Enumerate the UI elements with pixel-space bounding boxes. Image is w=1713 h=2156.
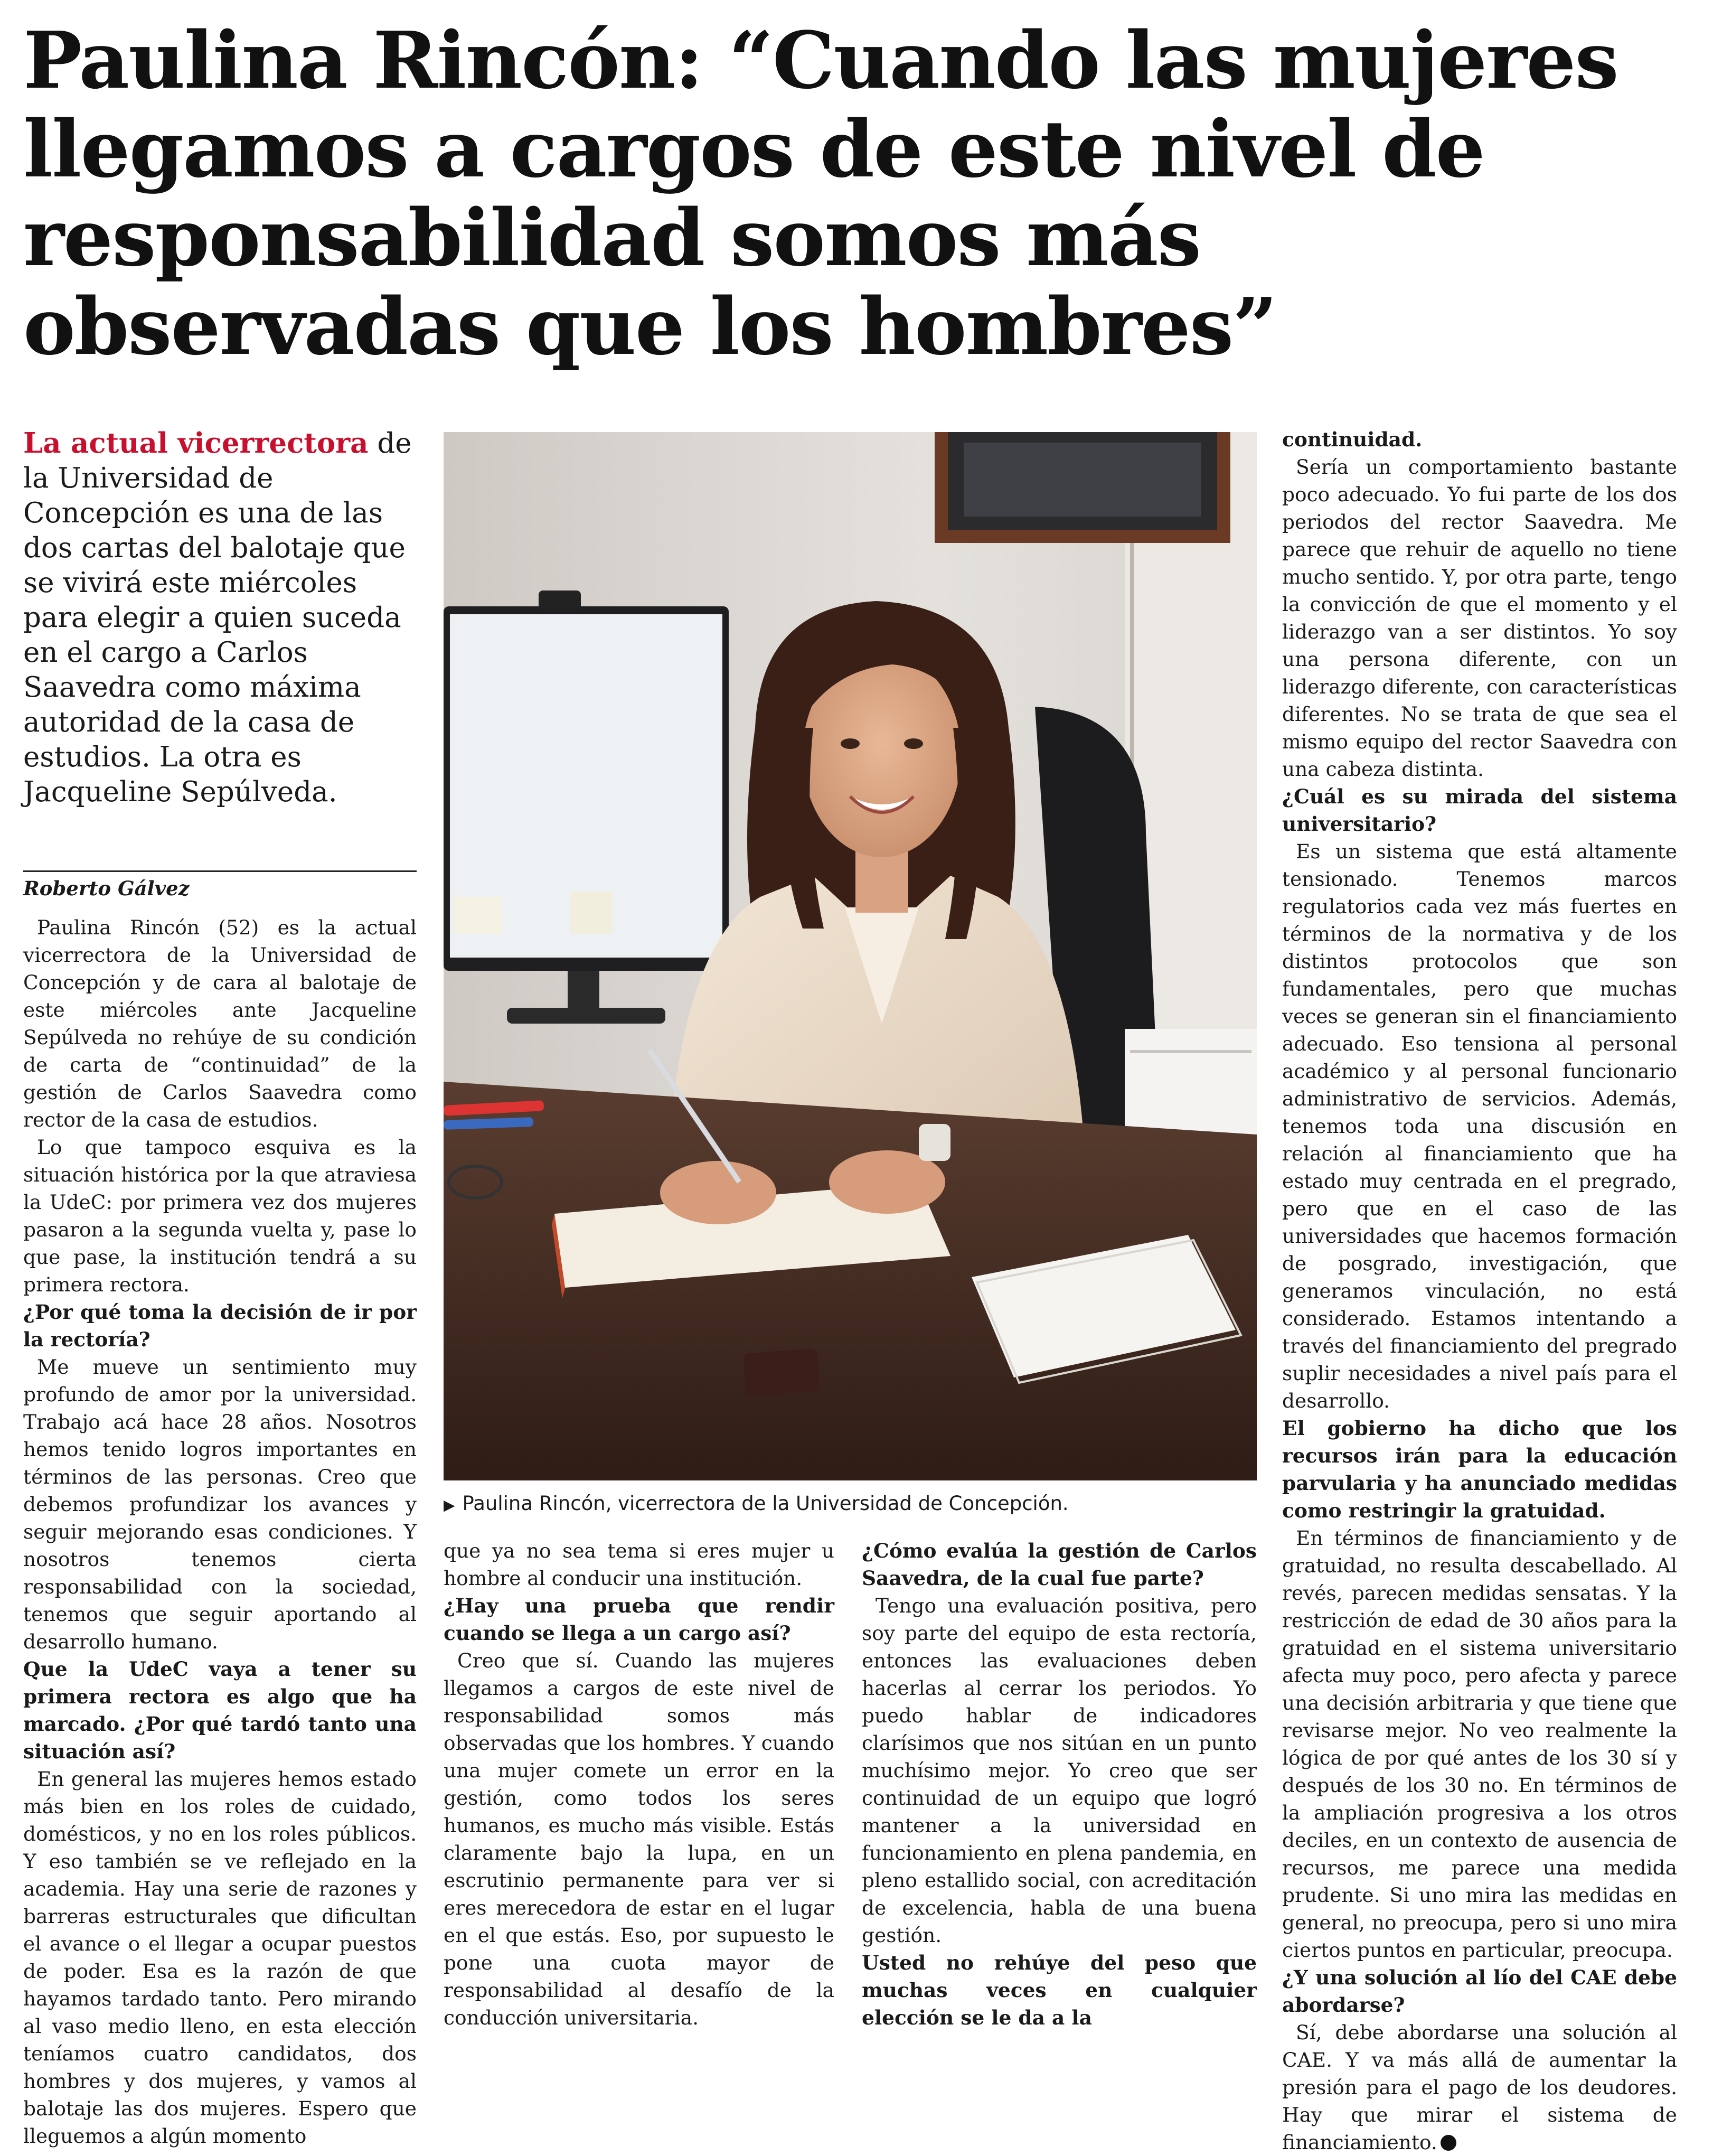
paragraph: Paulina Rincón (52) es la actual vicerrectora de la Universidad de Concepción y de cara al balotaje de este miércoles ante Jacqueline Sepúlveda no rehúye de su condición de carta de “continuidad” de la gestión de Carlos Saavedra como rector de la casa de estudios. (23, 916, 417, 1131)
column-1 (23, 914, 417, 2150)
paragraph: Lo que tampoco esquiva es la situación histórica por la que atraviesa la UdeC: por primera vez dos mujeres pasaron a la segunda vuelta y, pase lo que pase, la institución tendrá a su primera rectora. (23, 1136, 417, 1296)
final-paragraph-text: Sí, debe abordarse una solución al CAE. Y va más allá de aumentar la presión para el pago de los deudores. Hay que mirar el sistema de financiamiento. (1282, 2021, 1677, 2154)
question: ¿Hay una prueba que rendir cuando se llega a un cargo así? (444, 1594, 834, 1645)
question: El gobierno ha dicho que los recursos irán para la educación parvularia y ha anunciado medidas como restringir la gratuidad. (1282, 1417, 1677, 1522)
portrait-photo (444, 432, 1257, 1480)
paragraph: Tengo una evaluación positiva, pero soy parte del equipo de esta rectoría, entonces las evaluaciones deben hacerlas al cerrar los periodos. Yo puedo hablar de indicadores clarísimos que nos sitúan en un punto muchísimo mejor. Yo creo que ser continuidad de un equipo que logró mantener a la universidad en funcionamiento en plena pandemia, en pleno estallido social, con acreditación de excelencia, habla de una buena gestión. (862, 1594, 1257, 1947)
paragraph (1282, 2019, 1677, 2156)
question: Que la UdeC vaya a tener su primera rectora es algo que ha marcado. ¿Por qué tardó tanto una situación así? (23, 1657, 417, 1763)
column-4 (1282, 426, 1677, 2156)
lead-paragraph (23, 426, 417, 810)
column-3 (862, 1537, 1257, 2031)
question: continuidad. (1282, 428, 1423, 451)
caption-arrow-icon: ▶ (444, 1496, 455, 1514)
caption-text: Paulina Rincón, vicerrectora de la Universidad de Concepción. (462, 1492, 1069, 1515)
paragraph: que ya no sea tema si eres mujer u hombre al conducir una institución. (444, 1539, 834, 1590)
lead-highlight: La actual vicerrectora (23, 427, 369, 460)
paragraph: Me mueve un sentimiento muy profundo de amor por la universidad. Trabajo acá hace 28 años. Nosotros hemos tenido logros importantes en términos de las personas. Creo que debemos profundizar los avances y seguir mejorando esas condiciones. Y nosotros tenemos cierta responsabilidad con la sociedad, tenemos que seguir aportando al desarrollo humano. (23, 1355, 417, 1653)
lead-text: de la Universidad de Concepción es una de las dos cartas del balotaje que se vivirá este miércoles para elegir a quien suceda en el cargo a Carlos Saavedra como máxima autoridad de la casa de estudios. La otra es Jacqueline Sepúlveda. (23, 427, 412, 808)
headline: Paulina Rincón: “Cuando las mujeres llegamos a cargos de este nivel de responsabilidad somos más observadas que los hombres” (23, 14, 1618, 372)
paragraph: En términos de financiamiento y de gratuidad, no resulta descabellado. Al revés, parecen medidas sensatas. Y la restricción de edad de 30 años para la gratuidad en el sistema universitario afecta muy poco, pero afecta y parece una decisión arbitraria y que tiene que revisarse mejor. No veo realmente la lógica de por qué antes de los 30 sí y después de los 30 no. En términos de la ampliación progresiva a los otros deciles, en un contexto de ausencia de recursos, me parece una medida prudente. Si uno mira las medidas en general, no preocupa, pero si uno mira ciertos puntos en particular, preocupa. (1282, 1526, 1677, 1962)
end-mark-icon (1441, 2135, 1456, 2151)
paragraph: Creo que sí. Cuando las mujeres llegamos a cargos de este nivel de responsabilidad somos más observadas que los hombres. Y cuando una mujer comete un error en la gestión, como todos los seres humanos, es mucho más visible. Estás claramente bajo la lupa, en un escrutinio permanente para ver si eres merecedora de estar en el lugar en el que estás. Eso, por supuesto le pone una cuota mayor de responsabilidad al desafío de la conducción universitaria. (444, 1649, 834, 2029)
question: ¿Cuál es su mirada del sistema universitario? (1282, 785, 1677, 836)
question: ¿Y una solución al lío del CAE debe abordarse? (1282, 1966, 1677, 2017)
paragraph: Sería un comportamiento bastante poco adecuado. Yo fui parte de los dos periodos del rector Saavedra. Me parece que rehuir de aquello no tiene mucho sentido. Y, por otra parte, tengo la convicción de que el momento y el liderazgo van a ser distintos. Yo soy una persona diferente, con un liderazgo diferente, con características diferentes. No se trata de que sea el mismo equipo del rector Saavedra con una cabeza distinta. (1282, 455, 1677, 781)
question: Usted no rehúye del peso que muchas veces en cualquier elección se le da a la (862, 1951, 1257, 2029)
question: ¿Cómo evalúa la gestión de Carlos Saavedra, de la cual fue parte? (862, 1539, 1257, 1590)
question: ¿Por qué toma la decisión de ir por la rectoría? (23, 1300, 417, 1351)
column-2 (444, 1537, 834, 2031)
photo-caption (444, 1491, 1257, 1518)
paragraph: En general las mujeres hemos estado más bien en los roles de cuidado, domésticos, y no en los roles públicos. Y eso también se ve reflejado en la academia. Hay una serie de razones y barreras estructurales que dificultan el avance o el llegar a ocupar puestos de poder. Esa es la razón de que hayamos tardado tanto. Pero mirando al vaso medio lleno, en esta elección teníamos cuatro candidatos, dos hombres y dos mujeres, y vamos al balotaje las dos mujeres. Espero que lleguemos a algún momento (23, 1767, 417, 2148)
byline-rule (23, 870, 417, 872)
byline: Roberto Gálvez (23, 877, 190, 900)
paragraph: Es un sistema que está altamente tensionado. Tenemos marcos regulatorios cada vez más fuertes en términos de la normativa y de los distintos protocolos que son fundamentales, pero que muchas veces se generan sin el financiamiento adecuado. Eso tensiona al personal académico y al personal funcionario administrativo de servicios. Además, tenemos toda una discusión en relación al financiamiento que ha estado muy centrada en el pregrado, pero que en el caso de las universidades que hacemos formación de posgrado, investigación, que generamos vinculación, no está considerado. Estamos intentando a través del financiamiento del pregrado suplir necesidades a nivel país para el desarrollo. (1282, 840, 1677, 1412)
